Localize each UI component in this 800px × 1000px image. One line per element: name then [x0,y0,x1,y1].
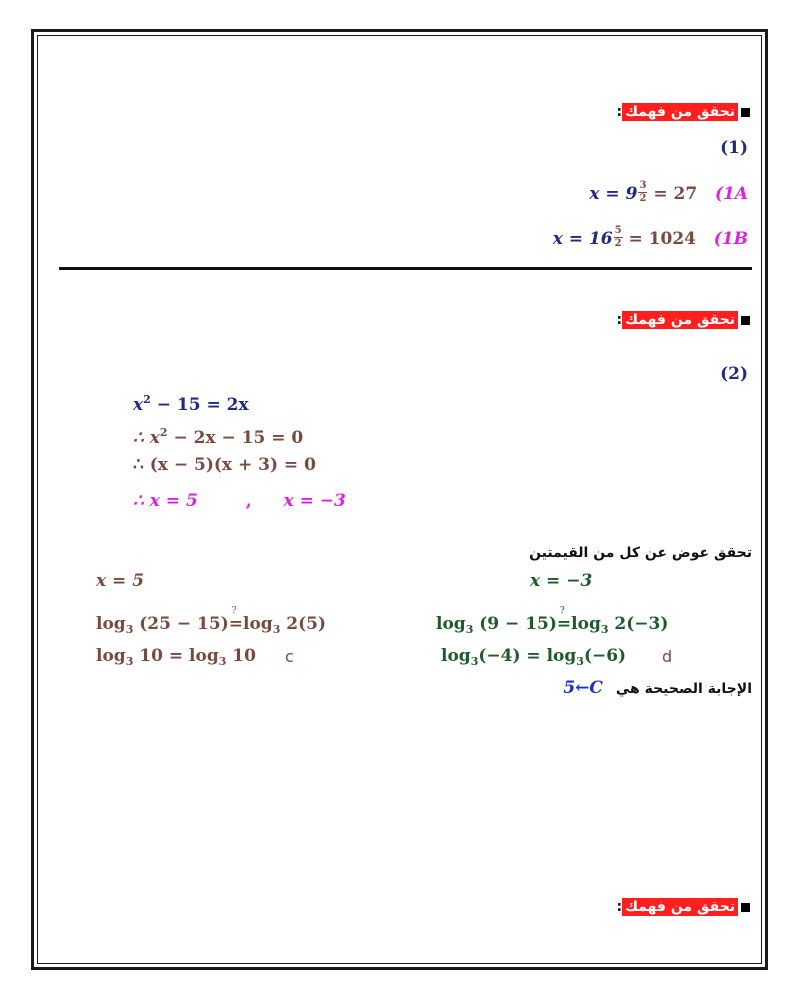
q2-step-3: ∴ (x − 5)(x + 3) = 0 [133,455,316,475]
question-1a-line [589,181,748,204]
left-value: x = 5 [96,571,145,591]
right-log-line-1: $\log_3 (9 - 15)$ ? $=\log_3$ 2(−3) [436,606,669,636]
q2-step-4: ∴ x = 5 , x = −3 [133,491,346,511]
bullet-square-icon [741,903,750,912]
bullet-square-icon [741,316,750,325]
question-1-number: (1) [720,138,748,158]
q1a-label: (1A [714,184,748,204]
question-1b-line [553,226,748,249]
bullet-square-icon [741,108,750,117]
q1a-rhs: = 27 [653,184,698,204]
section-divider [59,267,752,270]
correct-answer-value: 5←C [563,678,603,698]
check-understanding-heading-1: تحقق من فهمك: [617,104,751,120]
q1b-lhs: x = 16 [552,229,613,249]
left-choice-letter: c [285,647,294,666]
q2-step-2: ∴ $x^2 - 2x - 15 = 0$ [133,426,304,448]
right-choice-letter: d [662,647,673,666]
q2-step-1: $x^2 - 15 = 2x$ [133,393,249,415]
q1b-rhs: = 1024 [628,229,696,249]
left-log-line-1: $\log_3 (25 - 15)$ ? $=\log_3$ 2(5) [96,606,327,636]
q1a-exponent: $\frac{3}{2}$ [639,180,647,204]
correct-answer-line: الإجابة الصحيحة هي 5←C [563,678,752,698]
q1b-label: (1B [713,229,748,249]
right-value: x = −3 [530,571,593,591]
left-log-line-2: $\log_3 10 = \log_3 10$ [96,646,256,668]
check-understanding-heading-2: تحقق من فهمك: [617,312,751,328]
check-substitution-title: تحقق عوض عن كل من القيمتين [529,545,752,561]
q1b-exponent: $\frac{5}{2}$ [614,225,622,249]
check-understanding-heading-3: تحقق من فهمك: [617,899,751,915]
q1a-lhs: x = 9 [589,184,638,204]
right-log-line-2: $\log_3(-4) = \log_3(-6)$ [441,646,627,668]
question-2-number: (2) [720,364,748,384]
